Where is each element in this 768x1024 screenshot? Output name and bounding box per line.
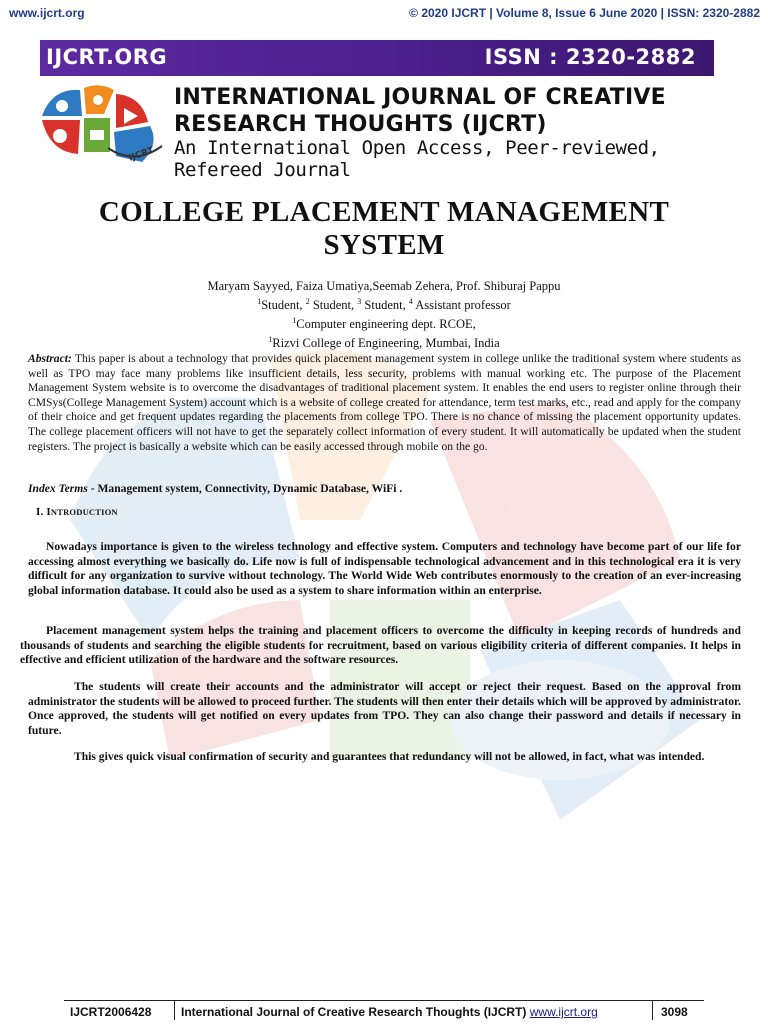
college-sup: 1 <box>268 335 273 345</box>
abstract <box>28 352 741 454</box>
site-url[interactable]: www.ijcrt.org <box>9 6 85 20</box>
banner-site: IJCRT.ORG <box>46 45 168 69</box>
footer-journal <box>181 1003 598 1021</box>
dept-sup: 1 <box>292 316 297 326</box>
journal-title-line1: INTERNATIONAL JOURNAL OF CREATIVE <box>174 85 666 110</box>
journal-title-line2: RESEARCH THOUGHTS (IJCRT) <box>174 112 547 137</box>
journal-banner <box>40 40 714 76</box>
footer-page-number: 3098 <box>661 1005 688 1019</box>
dept-text: Computer engineering dept. RCOE, <box>296 317 476 332</box>
author-college <box>40 332 728 351</box>
college-text: Rizvi College of Engineering, Mumbai, India <box>272 336 500 351</box>
index-terms-text: - Management system, Connectivity, Dynamic Database, WiFi . <box>87 482 403 495</box>
page-footer <box>64 1000 704 1022</box>
paragraph-2: Placement management system helps the training and placement officers to overcome the difficulty in keeping records of hundreds and thousands of students and searching the eligible students for recruitment, based on various eligibility criteria of different companies. It helps in effective and efficient utilization of the hardware and the software resources. <box>20 624 741 666</box>
footer-url[interactable]: www.ijcrt.org <box>529 1005 598 1019</box>
section-rest: NTRODUCTION <box>50 507 118 517</box>
footer-rule <box>64 1000 704 1001</box>
abstract-label: Abstract: <box>28 352 72 365</box>
author-names: Maryam Sayyed, Faiza Umatiya,Seemab Zehera, Prof. Shiburaj Pappu <box>207 279 561 293</box>
role-sup-3: 3 <box>357 297 362 306</box>
role-sup-2: 2 <box>305 297 310 306</box>
section-number: I. <box>36 506 47 518</box>
role-1: Student, <box>261 298 306 313</box>
role-2: Student, <box>309 298 358 313</box>
logo-text: IJCRT <box>127 145 156 164</box>
role-3: Student, <box>361 298 409 313</box>
paragraph-1: Nowadays importance is given to the wireless technology and effective system. Computers and technology have become part of our life for accessing almost everything we basically do. Life now is full of indispensable technological advancement and in this technological era it is very difficult for any organization to survive without technology. The World Wide Web contributes enormously to the creation of an ever-increasing global information database. It could also be used as a system to share information within an enterprise. <box>28 540 741 597</box>
paper-title <box>40 196 728 262</box>
footer-journal-name: International Journal of Creative Research Thoughts (IJCRT) <box>181 1005 530 1019</box>
author-dept <box>40 313 728 332</box>
role-sup-4: 4 <box>408 297 413 306</box>
section-heading-introduction <box>36 506 118 518</box>
section-cap: I <box>46 506 51 518</box>
index-terms-label: Index Terms <box>28 482 88 495</box>
footer-paper-id: IJCRT2006428 <box>70 1005 152 1019</box>
footer-divider <box>174 1000 175 1020</box>
author-roles <box>40 294 728 313</box>
paper-title-line1: COLLEGE PLACEMENT MANAGEMENT <box>98 196 670 228</box>
running-header <box>9 6 760 24</box>
index-terms <box>28 482 741 496</box>
abstract-text: This paper is about a technology that provides quick placement management system in college unlike the traditional system where students as well as TPO may face many problems like insufficient details, less security, problems with manual working etc. The purpose of the Placement Management System website is to overcome the disadvantages of traditional placement system. It enables the end users to register online through their CMSys(College Management System) account which is a website of college created for attendance, term test marks, etc., read and apply for the company of their choice and get frequent updates regarding the placements from college TPO. There is no chance of missing the placement opportunity updates. The college placement officers will not have to get the separately collect information of every student. It will automatically be updated when the student registers. The project is basically a website which can be easily accessed through mobile on the go. <box>28 352 741 453</box>
paragraph-4: This gives quick visual confirmation of security and guarantees that redundancy will not be allowed, in fact, what was intended. <box>74 750 705 763</box>
banner-issn: ISSN : 2320-2882 <box>484 45 696 69</box>
footer-divider <box>652 1000 653 1020</box>
journal-title <box>174 84 734 138</box>
paragraph-3: The students will create their accounts and the administrator will accept or reject their request. Based on the approval from administrator the students will be allowed to proceed further. The students will then enter their details which will be approved by administrator. Once approved, the students will get notified on every updates from TPO. They can also change their password and details if necessary in future. <box>28 680 741 737</box>
ijcrt-logo-icon <box>38 82 166 166</box>
role-sup-1: 1 <box>257 297 262 306</box>
role-4: Assistant professor <box>412 298 511 313</box>
citation-info: © 2020 IJCRT | Volume 8, Issue 6 June 2020 | ISSN: 2320-2882 <box>409 6 760 20</box>
journal-subtitle: An International Open Access, Peer-reviewed, Refereed Journal <box>174 137 660 181</box>
paper-title-line2: SYSTEM <box>323 229 445 261</box>
author-block <box>40 279 728 351</box>
